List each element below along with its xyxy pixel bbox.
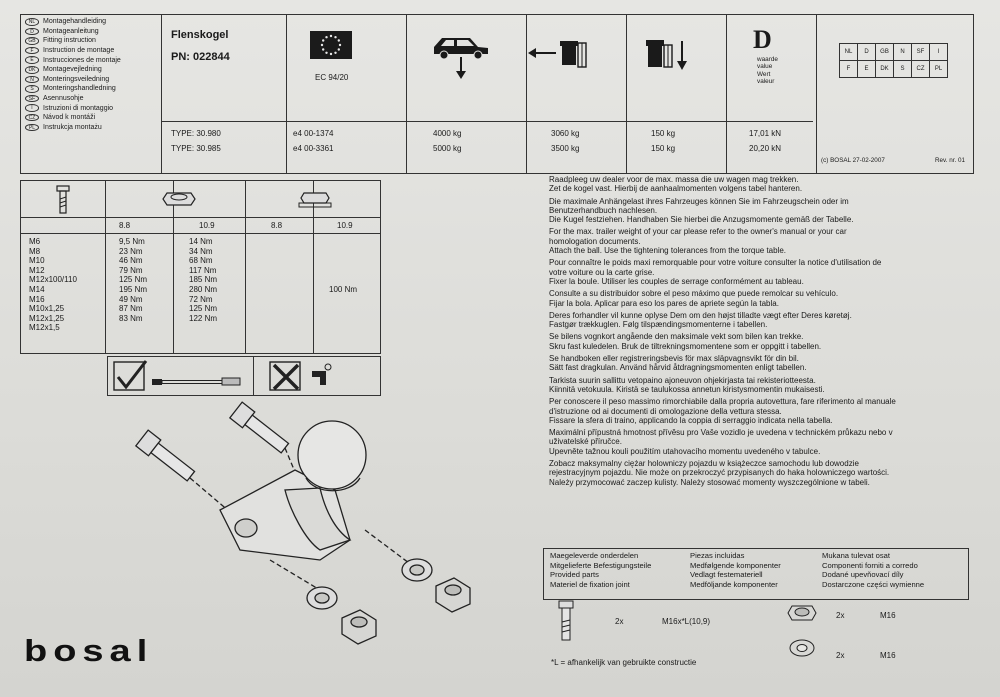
language-row [25,27,121,37]
torque-cell: 79 Nm [119,265,143,275]
parts-heading: Mitgelieferte Befestigungsteile [550,560,652,570]
country-code: CZ [912,61,930,78]
nut-qty: 2x [836,611,845,620]
parts-heading: Componenti forniti a corredo [822,560,918,570]
language-label: Istruzioni di montaggio [43,104,114,112]
language-label: Montagevejledning [43,66,102,74]
country-code: E [858,61,876,78]
vertical-load-weight-icon [626,29,726,79]
instruction-paragraph [549,376,896,395]
instruction-line: Zobacz maksymalny ciężar holowniczy pojazdu w książeczce samochodu lub dowodzie [549,459,859,469]
language-label: Instruction de montage [43,47,115,55]
instruction-line: Zet de kogel vast. Hierbij de aanhaalmomenten volgens tabel hanteren. [549,184,803,194]
eu-star [321,44,323,46]
instruction-line: Fixer la boule. Utiliser les couples de serrage conformément au tableau. [549,276,804,286]
torque-cell: M8 [29,246,41,256]
horizontal-load-2: 3500 kg [551,144,580,153]
torque-cell: 14 Nm [189,237,213,246]
parts-heading: Dostarczone części wymienne [822,579,925,589]
instruction-line: Fastgør trækkuglen. Følg tilspændingsmomenterne i tabellen. [549,320,768,330]
instruction-line: Fissare la sfera di traino, applicando la coppia di serraggio indicata nella tabella. [549,415,833,425]
approval-standard: EC 94/20 [315,73,349,82]
header-table [20,14,974,174]
country-code: DK [876,61,894,78]
language-code-badge: PL [25,124,39,132]
bolt-spec: M16x*L(10,9) [662,617,711,626]
language-code-badge: CZ [25,114,39,122]
country-code: N [894,44,912,61]
torque-cell: M12x1,25 [29,313,65,323]
language-row [25,17,121,27]
bolt-qty: 2x [615,617,624,626]
trailer-load-1: 4000 kg [433,129,462,138]
instruction-line: Deres forhandler vil kunne oplyse Dem om den højst tilladte vægt efter Deres køretøj. [549,310,852,320]
instruction-line: Pour connaître le poids maxi remorquable pour votre voiture consulter la notice d'utilisation de [549,258,882,268]
instruction-line: Skru fast kuledelen. Bruk de tiltrekningsmomentene som er oppgitt i tabellen. [549,341,822,351]
flange-nut-icon [297,187,333,216]
d-value-1: 17,01 kN [749,129,782,138]
d-value-letter: D [753,25,772,54]
torque-cell: 23 Nm [119,246,143,256]
eu-star [330,35,332,37]
eu-star [334,36,336,38]
torque-cell: M6 [29,237,41,246]
eu-star [325,52,327,54]
torque-wrench-allowed-icon [112,359,252,393]
nut-icon [161,187,197,216]
impact-wrench-not-allowed-icon [268,359,378,393]
language-code-badge: E [25,56,39,64]
instruction-line: Consulte a su distribuidor sobre el peso máximo que puede remolcar su vehículo. [549,289,839,299]
instruction-line: Attach the ball. Use the tightening tolerances from the torque table. [549,246,787,256]
language-code-badge: GB [25,37,39,45]
torque-cell: M12x100/110 [29,275,77,285]
language-label: Asennusohje [43,95,84,103]
instruction-line: d'istruzione od ai documenti di omologazione della vettura stessa. [549,406,782,416]
eu-star [338,39,340,41]
instruction-paragraph [549,397,896,425]
eu-star [339,44,341,46]
language-row [25,65,121,75]
vertical-load-2: 150 kg [651,144,676,153]
language-row [25,36,121,46]
approval-2: e4 00-3361 [293,144,334,153]
bolt-109-column [189,237,217,323]
instruction-line: votre voiture ou la carte grise. [549,267,655,277]
parts-heading: Maegeleverde onderdelen [550,551,639,560]
torque-cell: M12x1,5 [29,323,60,333]
torque-cell: 125 Nm [119,275,148,285]
parts-heading: Medfølgende komponenter [690,560,781,570]
instruction-line: Kiinnitä vetokuula. Kiristä se taulukossa annetun kiristysmomentin mukaisesti. [549,384,825,394]
grade-nut-88: 8.8 [271,221,283,230]
instruction-line: Sätt fast dragkulan. Använd hårvid åtdragningsmomenten enligt tabellen. [549,363,807,373]
language-row [25,123,121,133]
instruction-paragraph [549,175,896,194]
language-label: Instrucciones de montaje [43,56,121,64]
instruction-line: Se handboken eller registreringsbevis för max släpvagnsvikt för din bil. [549,354,799,364]
country-code: PL [930,61,948,78]
eu-star [330,53,332,55]
eu-star [322,48,324,50]
provided-parts-box [543,548,969,600]
nut-part-icon [787,603,817,623]
nut-109-m12x100: 100 Nm [329,285,358,294]
language-code-badge: NL [25,18,39,26]
parts-heading: Materiel de fixation joint [550,579,630,589]
instruction-paragraph [549,311,896,330]
d-value-labels: waarde value Wert valeur [757,56,778,86]
language-label: Instrukcja montażu [43,123,102,131]
instruction-paragraph [549,459,896,487]
language-row [25,55,121,65]
horizontal-load-1: 3060 kg [551,129,580,138]
language-row [25,46,121,56]
instruction-paragraph [549,197,896,225]
instruction-paragraph [549,289,896,308]
washer-qty: 2x [836,651,845,660]
language-row [25,75,121,85]
approval-1: e4 00-1374 [293,129,334,138]
language-code-badge: S [25,85,39,93]
instruction-line: Per conoscere il peso massimo rimorchiabile dalla propria autovettura, fare riferimento al manuale [549,397,896,407]
parts-heading: Piezas incluidas [690,551,745,560]
car-trailer-load-icon [406,27,526,87]
language-row [25,103,121,113]
instruction-paragraph [549,354,896,373]
torque-cell: 185 Nm [189,275,218,285]
country-code: S [894,61,912,78]
grade-bolt-109: 10.9 [199,221,215,230]
torque-cell: M10x1,25 [29,304,65,314]
instruction-line: Fijar la bola. Aplicar para eso los pares de apriete según la tabla. [549,298,779,308]
instruction-line: Maximální přípustná hmotnost přívěsu pro Vaše vozidlo je uvedena v technickém průkazu nebo v [549,428,893,438]
instruction-text [549,175,896,490]
torque-table [20,180,381,354]
language-code-badge: DK [25,66,39,74]
torque-cell: 122 Nm [189,313,218,323]
torque-cell: 195 Nm [119,284,148,294]
country-code: SF [912,44,930,61]
torque-cell: 117 Nm [189,265,217,275]
language-label: Monteringsveiledning [43,75,110,83]
torque-cell: M12 [29,265,45,275]
d-value-2: 20,20 kN [749,144,782,153]
parts-heading: Vedlagt festemateriell [690,570,763,580]
torque-cell: 125 Nm [189,304,218,314]
country-code: D [858,44,876,61]
bolt-icon [53,185,73,220]
torque-cell: 49 Nm [119,294,143,304]
country-code: I [930,44,948,61]
instruction-line: rejestracyjnym pojazdu. Nie może on przekroczyć przypisanych do haka holowniczego wartości. [549,468,890,478]
language-code-badge: F [25,47,39,55]
torque-cell: 83 Nm [119,313,143,323]
torque-cell: 46 Nm [119,256,143,266]
torque-cell: M16 [29,294,45,304]
instruction-paragraph [549,332,896,351]
language-label: Montageanleitung [43,27,99,35]
language-row [25,113,121,123]
instruction-paragraph [549,258,896,286]
length-note: *L = afhankelijk van gebruikte constructie [551,658,697,667]
trailer-load-2: 5000 kg [433,144,462,153]
parts-heading: Provided parts [550,570,599,580]
eu-flag-icon [310,31,352,59]
language-row [25,94,121,104]
instruction-line: Die maximale Anhängelast ihres Fahrzeuges können Sie im Fahrzeugschein oder im [549,196,849,206]
instruction-line: For the max. trailer weight of your car please refer to the owner's manual or your car [549,227,847,237]
washer-spec: M16 [880,651,896,660]
language-label: Monteringshandledning [43,85,116,93]
torque-cell: 72 Nm [189,294,213,304]
language-code-badge: N [25,76,39,84]
torque-cell: 280 Nm [189,284,218,294]
torque-cell: 9,5 Nm [119,237,145,246]
instruction-line: uživatelské příručce. [549,437,622,447]
vertical-load-1: 150 kg [651,129,676,138]
grade-bolt-88: 8.8 [119,221,131,230]
product-name: Flenskogel [171,29,229,41]
instruction-paragraph [549,428,896,456]
tow-ball-exploded-drawing [120,400,540,660]
instruction-line: Raadpleeg uw dealer voor de max. massa die uw wagen mag trekken. [549,175,799,184]
eu-star [334,52,336,54]
parts-heading: Dodané upevňovací díly [822,570,904,580]
instruction-line: Die Kugel festziehen. Handhaben Sie hierbei die Anzugsmomente gemäß der Tabelle. [549,215,854,225]
bolt-part-icon [557,600,575,642]
torque-cell: 34 Nm [189,246,213,256]
language-label: Návod k montáži [43,114,96,122]
instruction-line: Należy przymocować zaczep kulisty. Należy stosować momenty wyszczególnione w tabeli. [549,477,870,487]
country-code: GB [876,44,894,61]
language-list [25,17,121,132]
country-code: NL [840,44,858,61]
country-code-grid [839,43,948,78]
type-2: TYPE: 30.985 [171,144,221,153]
language-code-badge: D [25,28,39,36]
horizontal-force-weight-icon [526,29,626,79]
tool-usage-box [107,356,381,396]
copyright: (c) BOSAL 27-02-2007 [821,157,885,164]
language-label: Fitting instruction [43,37,96,45]
instruction-paragraph [549,227,896,255]
instruction-line: Upevněte tažnou kouli použitím utahovacího momentu uvedeného v tabulce. [549,446,821,456]
language-label: Montagehandleiding [43,18,107,26]
part-number: PN: 022844 [171,51,230,63]
torque-cell: 68 Nm [189,256,213,266]
parts-heading: Mukana tulevat osat [822,551,890,560]
instruction-line: Tarkista suurin sallittu vetopaino ajoneuvon ohjekirjasta tai rekisteriotteesta. [549,375,816,385]
language-code-badge: I [25,104,39,112]
size-column [29,237,77,333]
torque-cell: M10 [29,256,45,266]
eu-star [322,39,324,41]
country-code: F [840,61,858,78]
torque-cell: M14 [29,284,45,294]
language-row [25,84,121,94]
instruction-line: homologation documents. [549,236,641,246]
language-code-badge: SF [25,95,39,103]
parts-heading: Medföljande komponenter [690,579,778,589]
grade-nut-109: 10.9 [337,221,353,230]
bolt-88-column [119,237,147,323]
washer-part-icon [788,638,816,658]
torque-cell: 87 Nm [119,304,143,314]
bosal-logo: bosal [24,634,154,668]
eu-star [338,48,340,50]
instruction-line: Se bilens vognkort angående den maksimale vekt som bilen kan trekke. [549,332,804,342]
eu-star [325,36,327,38]
revision: Rev. nr. 01 [935,157,965,164]
type-1: TYPE: 30.980 [171,129,221,138]
instruction-line: Benutzerhandbuch nachlesen. [549,205,658,215]
nut-spec: M16 [880,611,896,620]
